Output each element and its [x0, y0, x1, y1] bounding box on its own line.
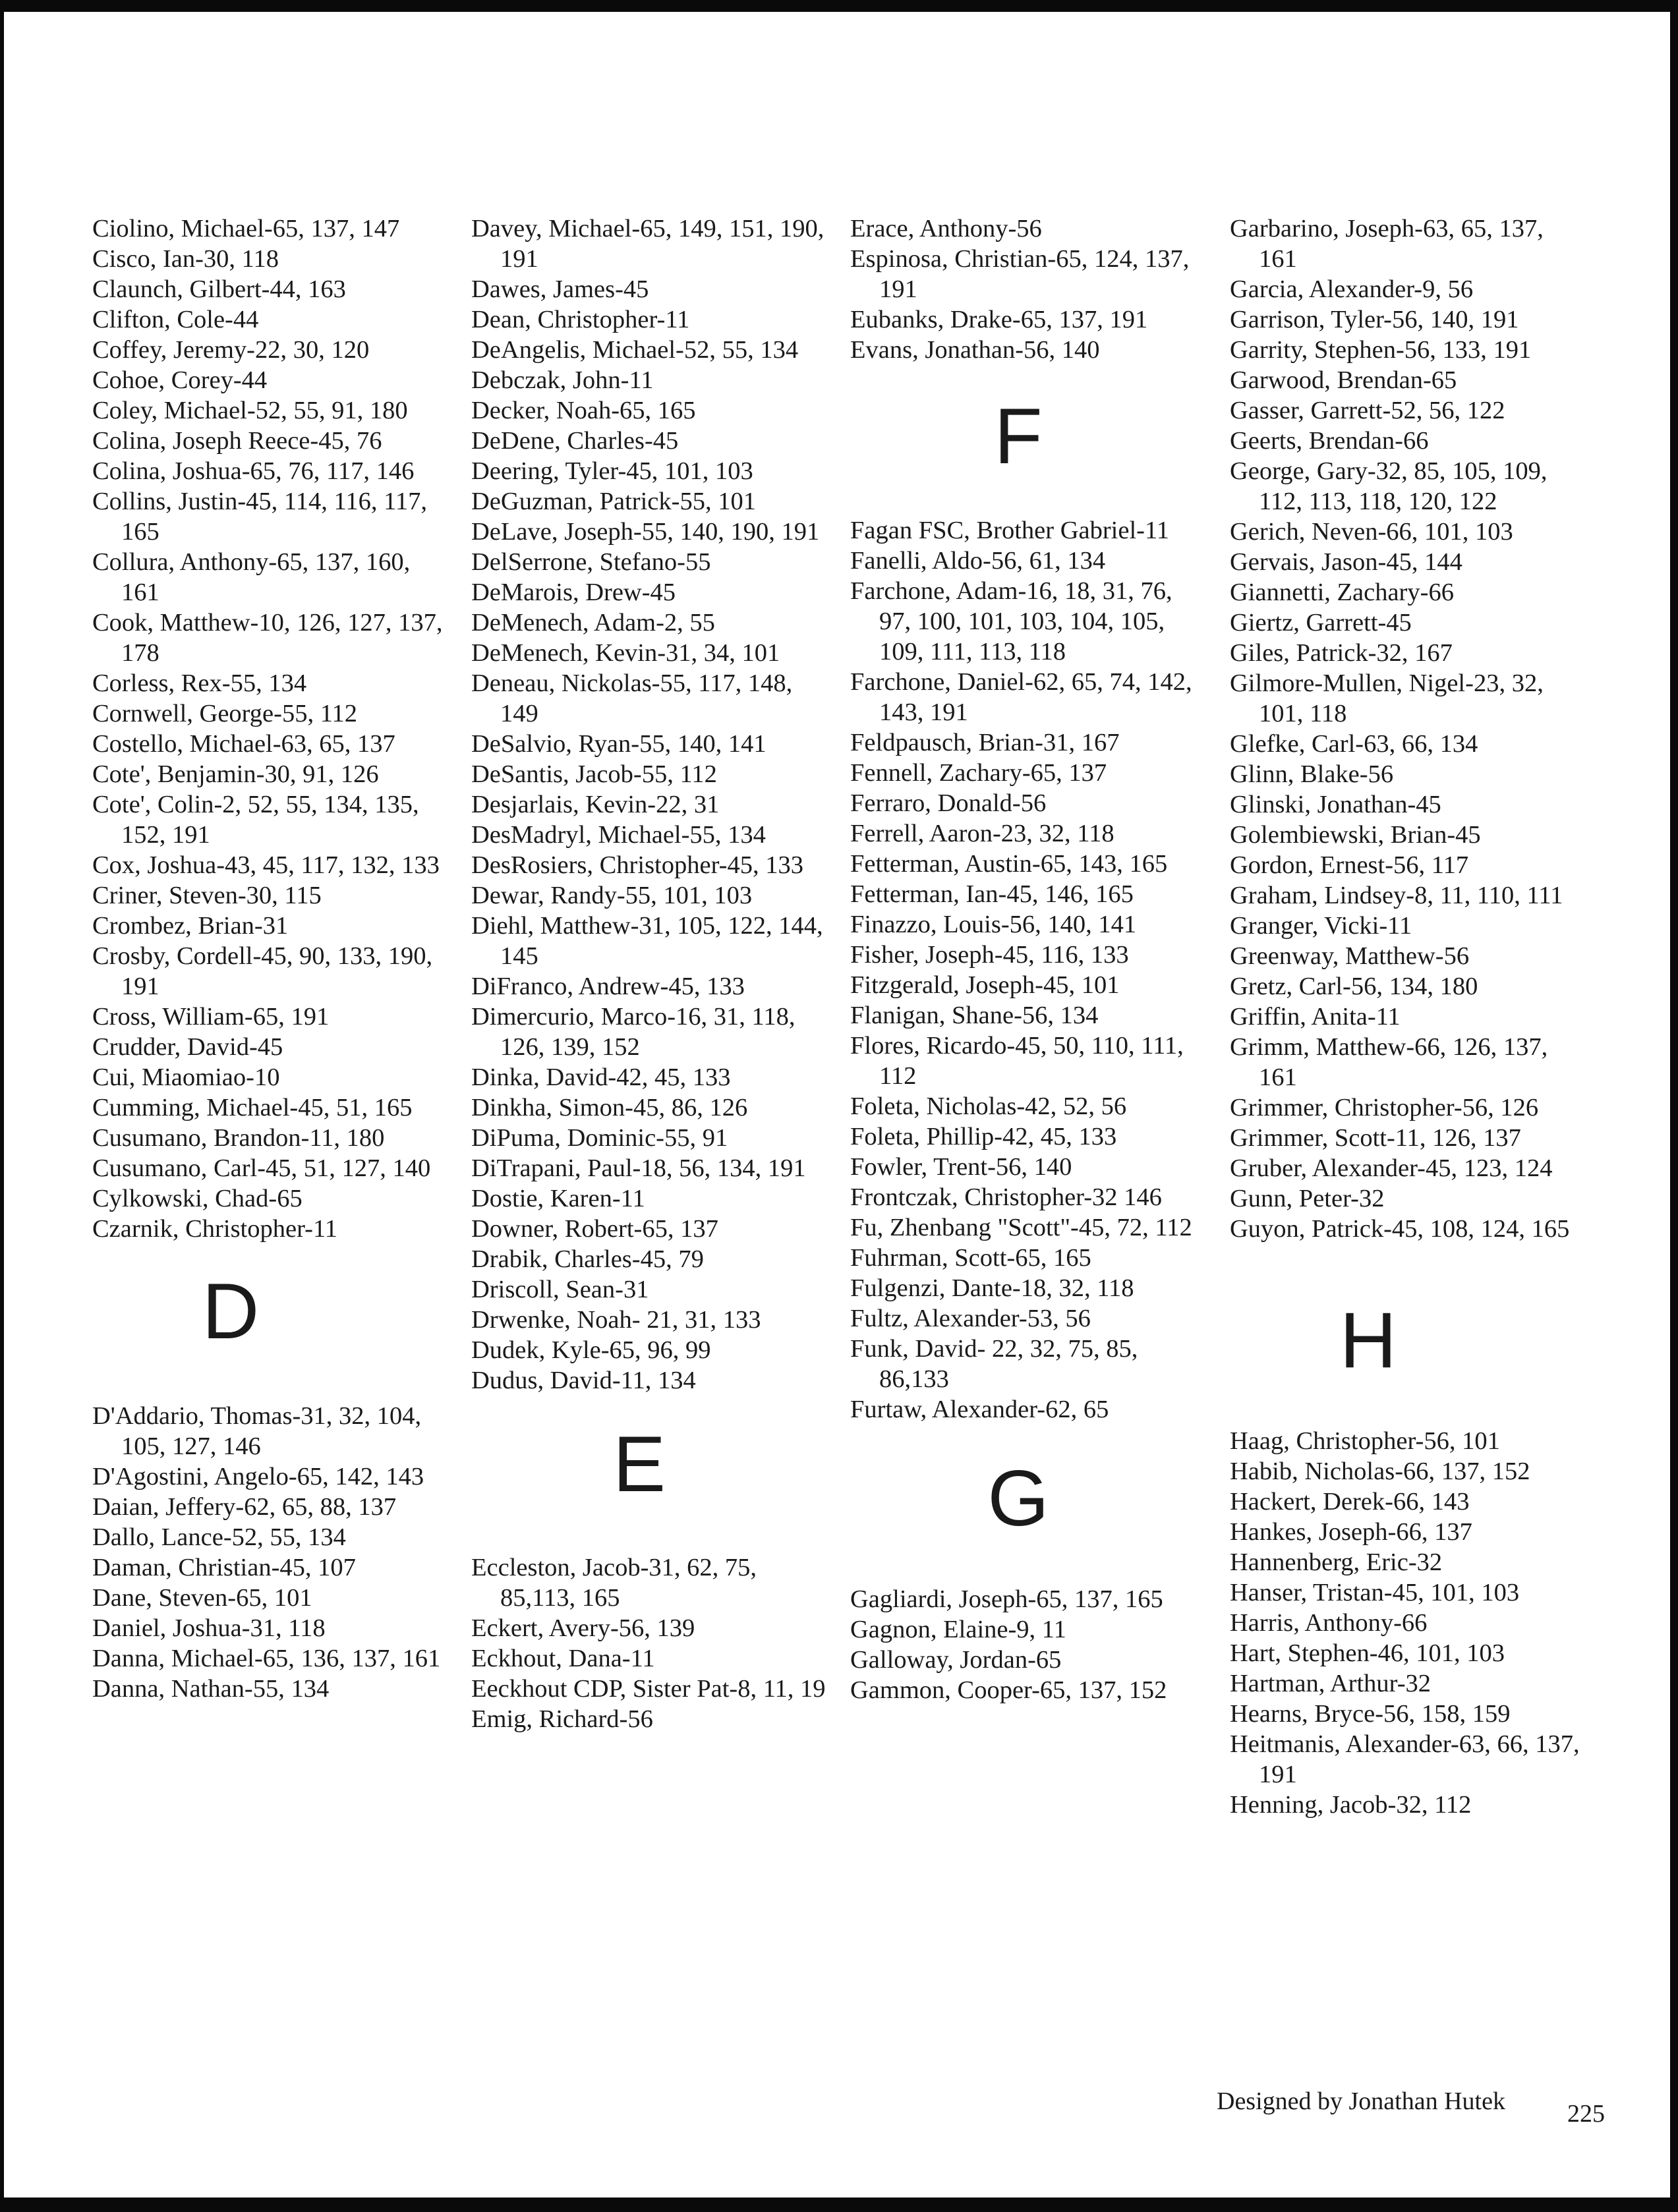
index-entry: Glinski, Jonathan-45 — [1230, 791, 1441, 818]
section-letter-e: E — [612, 1420, 666, 1508]
index-entry: Cisco, Ian-30, 118 — [92, 245, 279, 273]
index-entry: Danna, Nathan-55, 134 — [92, 1675, 330, 1703]
index-entry: Claunch, Gilbert-44, 163 — [92, 275, 346, 303]
index-entry: Fennell, Zachary-65, 137 — [850, 759, 1107, 787]
index-entry: Giles, Patrick-32, 167 — [1230, 639, 1453, 667]
index-entry: Coley, Michael-52, 55, 91, 180 — [92, 397, 408, 424]
index-entry: DesMadryl, Michael-55, 134 — [471, 821, 766, 849]
index-column-4 — [1230, 213, 1586, 1820]
scan-edge-left — [0, 0, 4, 2212]
index-entry: Downer, Robert-65, 137 — [471, 1215, 718, 1243]
index-entry: DeAngelis, Michael-52, 55, 134 — [471, 336, 799, 364]
index-entry: Cumming, Michael-45, 51, 165 — [92, 1094, 413, 1121]
index-entry: Dawes, James-45 — [471, 275, 649, 303]
index-entry: DeMenech, Kevin-31, 34, 101 — [471, 639, 780, 667]
index-entry: Fetterman, Austin-65, 143, 165 — [850, 850, 1168, 878]
index-entry: Fowler, Trent-56, 140 — [850, 1153, 1072, 1181]
section-letter-f: F — [994, 392, 1043, 480]
index-entry: Gilmore-Mullen, Nigel-23, 32, 101, 118 — [1230, 669, 1544, 727]
index-entry: Daniel, Joshua-31, 118 — [92, 1614, 326, 1642]
index-entry: Dean, Christopher-11 — [471, 306, 690, 333]
index-entry: DeSantis, Jacob-55, 112 — [471, 760, 717, 788]
index-entry: Decker, Noah-65, 165 — [471, 397, 696, 424]
index-entry: Foleta, Nicholas-42, 52, 56 — [850, 1092, 1127, 1120]
index-entry: Cox, Joshua-43, 45, 117, 132, 133 — [92, 851, 440, 879]
index-entry: Foleta, Phillip-42, 45, 133 — [850, 1123, 1117, 1150]
index-entry: Hankes, Joseph-66, 137 — [1230, 1518, 1472, 1546]
section-letter-d: D — [202, 1267, 260, 1355]
index-entry: Gagliardi, Joseph-65, 137, 165 — [850, 1585, 1163, 1613]
index-entry: Garbarino, Joseph-63, 65, 137, 161 — [1230, 215, 1544, 273]
index-entry: Cornwell, George-55, 112 — [92, 700, 358, 727]
index-entry: Gasser, Garrett-52, 56, 122 — [1230, 397, 1505, 424]
index-entry: Crombez, Brian-31 — [92, 912, 289, 940]
index-entry: Harris, Anthony-66 — [1230, 1609, 1428, 1637]
index-entry: Daman, Christian-45, 107 — [92, 1554, 356, 1581]
index-entry: Flanigan, Shane-56, 134 — [850, 1002, 1099, 1029]
index-entry: Farchone, Adam-16, 18, 31, 76, 97, 100, 101, 103, 104, 105, 109, 111, 113, 118 — [850, 577, 1172, 666]
index-entry: Dewar, Randy-55, 101, 103 — [471, 882, 753, 909]
index-entry: Debczak, John-11 — [471, 366, 654, 394]
index-entry: DeDene, Charles-45 — [471, 427, 679, 455]
index-entry: Dane, Steven-65, 101 — [92, 1584, 312, 1612]
index-entry: Deneau, Nickolas-55, 117, 148, 149 — [471, 669, 793, 727]
index-entry: Fitzgerald, Joseph-45, 101 — [850, 971, 1120, 999]
index-entry: Giannetti, Zachary-66 — [1230, 579, 1454, 606]
index-entry: Ferraro, Donald-56 — [850, 789, 1047, 817]
index-entry: Garrity, Stephen-56, 133, 191 — [1230, 336, 1532, 364]
index-entry: Funk, David- 22, 32, 75, 85, 86,133 — [850, 1335, 1138, 1393]
index-entry: George, Gary-32, 85, 105, 109, 112, 113, 118, 120, 122 — [1230, 457, 1548, 515]
index-entry: Fetterman, Ian-45, 146, 165 — [850, 880, 1134, 908]
index-entry: Gordon, Ernest-56, 117 — [1230, 851, 1469, 879]
index-entry: Davey, Michael-65, 149, 151, 190, 191 — [471, 215, 825, 273]
index-entry: Dudus, David-11, 134 — [471, 1367, 696, 1394]
index-entry: Grimm, Matthew-66, 126, 137, 161 — [1230, 1033, 1548, 1091]
index-column-1 — [92, 213, 448, 1704]
index-entry: Dinka, David-42, 45, 133 — [471, 1063, 731, 1091]
index-entry: Giertz, Garrett-45 — [1230, 609, 1412, 637]
index-entry: Dimercurio, Marco-16, 31, 118, 126, 139, 152 — [471, 1003, 796, 1061]
index-entry: Golembiewski, Brian-45 — [1230, 821, 1481, 849]
index-entry: Greenway, Matthew-56 — [1230, 942, 1470, 970]
index-column-3 — [850, 213, 1206, 1705]
index-entry: Colina, Joshua-65, 76, 117, 146 — [92, 457, 415, 485]
index-entry: Fanelli, Aldo-56, 61, 134 — [850, 547, 1106, 575]
index-entry: Eckert, Avery-56, 139 — [471, 1614, 695, 1642]
index-entry: Flores, Ricardo-45, 50, 110, 111, 112 — [850, 1032, 1184, 1090]
index-entry: Fuhrman, Scott-65, 165 — [850, 1244, 1091, 1272]
index-entry: Hearns, Bryce-56, 158, 159 — [1230, 1700, 1511, 1728]
index-entry: Driscoll, Sean-31 — [471, 1276, 649, 1303]
designer-credit: Designed by Jonathan Hutek — [1217, 2087, 1505, 2115]
index-entry: Geerts, Brendan-66 — [1230, 427, 1429, 455]
index-entry: Desjarlais, Kevin-22, 31 — [471, 791, 720, 818]
index-entry: Danna, Michael-65, 136, 137, 161 — [92, 1645, 441, 1672]
index-entry: DeSalvio, Ryan-55, 140, 141 — [471, 730, 767, 758]
index-entry: Graham, Lindsey-8, 11, 110, 111 — [1230, 882, 1563, 909]
index-entry: Cylkowski, Chad-65 — [92, 1185, 303, 1212]
index-entry: Deering, Tyler-45, 101, 103 — [471, 457, 753, 485]
index-entry: Cohoe, Corey-44 — [92, 366, 268, 394]
index-entry: Collins, Justin-45, 114, 116, 117, 165 — [92, 488, 428, 546]
index-entry: Fagan FSC, Brother Gabriel-11 — [850, 517, 1170, 544]
section-letter-h: H — [1339, 1296, 1397, 1384]
index-entry: Gervais, Jason-45, 144 — [1230, 548, 1462, 576]
index-entry: Dudek, Kyle-65, 96, 99 — [471, 1336, 711, 1364]
index-entry: Dallo, Lance-52, 55, 134 — [92, 1523, 346, 1551]
index-entry: Garcia, Alexander-9, 56 — [1230, 275, 1474, 303]
index-entry: Cote', Colin-2, 52, 55, 134, 135, 152, 191 — [92, 791, 419, 849]
index-entry: Cross, William-65, 191 — [92, 1003, 330, 1031]
index-entry: DiPuma, Dominic-55, 91 — [471, 1124, 728, 1152]
index-entry: DelSerrone, Stefano-55 — [471, 548, 711, 576]
index-entry: Crosby, Cordell-45, 90, 133, 190, 191 — [92, 942, 433, 1000]
index-entry: Hanser, Tristan-45, 101, 103 — [1230, 1579, 1520, 1606]
index-entry: D'Addario, Thomas-31, 32, 104, 105, 127, 146 — [92, 1402, 422, 1460]
index-entry: Hackert, Derek-66, 143 — [1230, 1488, 1470, 1516]
index-entry: Dinkha, Simon-45, 86, 126 — [471, 1094, 748, 1121]
index-entry: Guyon, Patrick-45, 108, 124, 165 — [1230, 1215, 1570, 1243]
index-entry: Crudder, David-45 — [92, 1033, 283, 1061]
index-entry: Eubanks, Drake-65, 137, 191 — [850, 306, 1148, 333]
index-entry: D'Agostini, Angelo-65, 142, 143 — [92, 1463, 424, 1490]
index-entry: Frontczak, Christopher-32 146 — [850, 1183, 1162, 1211]
index-entry: DesRosiers, Christopher-45, 133 — [471, 851, 803, 879]
index-entry: Espinosa, Christian-65, 124, 137, 191 — [850, 245, 1190, 303]
index-entry: Dostie, Karen-11 — [471, 1185, 645, 1212]
page-number: 225 — [1567, 2100, 1605, 2128]
index-entry: Gagnon, Elaine-9, 11 — [850, 1616, 1066, 1643]
index-entry: Corless, Rex-55, 134 — [92, 669, 307, 697]
index-entry: Garwood, Brendan-65 — [1230, 366, 1457, 394]
index-entry: Haag, Christopher-56, 101 — [1230, 1427, 1500, 1455]
index-entry: Gerich, Neven-66, 101, 103 — [1230, 518, 1513, 546]
index-entry: DeLave, Joseph-55, 140, 190, 191 — [471, 518, 820, 546]
index-entry: Fisher, Joseph-45, 116, 133 — [850, 941, 1129, 969]
index-entry: Grimmer, Christopher-56, 126 — [1230, 1094, 1539, 1121]
index-entry: Furtaw, Alexander-62, 65 — [850, 1396, 1109, 1423]
index-entry: Cote', Benjamin-30, 91, 126 — [92, 760, 379, 788]
index-entry: Eccleston, Jacob-31, 62, 75, 85,113, 165 — [471, 1554, 757, 1612]
index-entry: Gruber, Alexander-45, 123, 124 — [1230, 1154, 1553, 1182]
index-entry: Diehl, Matthew-31, 105, 122, 144, 145 — [471, 912, 823, 970]
index-entry: Gammon, Cooper-65, 137, 152 — [850, 1676, 1167, 1704]
index-entry: Galloway, Jordan-65 — [850, 1646, 1062, 1674]
index-entry: Hartman, Arthur-32 — [1230, 1670, 1432, 1697]
index-entry: Eckhout, Dana-11 — [471, 1645, 655, 1672]
index-entry: Heitmanis, Alexander-63, 66, 137, 191 — [1230, 1730, 1580, 1788]
index-entry: Gretz, Carl-56, 134, 180 — [1230, 973, 1478, 1000]
index-entry: Ciolino, Michael-65, 137, 147 — [92, 215, 400, 242]
index-entry: Cui, Miaomiao-10 — [92, 1063, 280, 1091]
index-entry: Daian, Jeffery-62, 65, 88, 137 — [92, 1493, 397, 1521]
index-entry: Colina, Joseph Reece-45, 76 — [92, 427, 382, 455]
index-entry: Cusumano, Carl-45, 51, 127, 140 — [92, 1154, 431, 1182]
section-letter-g: G — [987, 1454, 1049, 1543]
index-entry: Fu, Zhenbang "Scott"-45, 72, 112 — [850, 1214, 1192, 1241]
index-entry: Criner, Steven-30, 115 — [92, 882, 322, 909]
index-entry: Evans, Jonathan-56, 140 — [850, 336, 1100, 364]
index-entry: Granger, Vicki-11 — [1230, 912, 1412, 940]
index-entry: Collura, Anthony-65, 137, 160, 161 — [92, 548, 411, 606]
index-entry: Glefke, Carl-63, 66, 134 — [1230, 730, 1478, 758]
index-entry: Farchone, Daniel-62, 65, 74, 142, 143, 191 — [850, 668, 1192, 726]
index-entry: Griffin, Anita-11 — [1230, 1003, 1401, 1031]
index-entry: DeMenech, Adam-2, 55 — [471, 609, 715, 637]
scan-edge-top — [0, 0, 1678, 12]
index-entry: Hannenberg, Eric-32 — [1230, 1548, 1443, 1576]
index-entry: DiFranco, Andrew-45, 133 — [471, 973, 745, 1000]
index-entry: Henning, Jacob-32, 112 — [1230, 1791, 1472, 1819]
index-entry: Cook, Matthew-10, 126, 127, 137, 178 — [92, 609, 443, 667]
index-entry: Habib, Nicholas-66, 137, 152 — [1230, 1458, 1530, 1485]
index-entry: Emig, Richard-56 — [471, 1705, 653, 1733]
index-entry: Eeckhout CDP, Sister Pat-8, 11, 19 — [471, 1675, 826, 1703]
index-entry: DiTrapani, Paul-18, 56, 134, 191 — [471, 1154, 806, 1182]
index-entry: Grimmer, Scott-11, 126, 137 — [1230, 1124, 1521, 1152]
index-column-2 — [471, 213, 827, 1734]
index-entry: Erace, Anthony-56 — [850, 215, 1042, 242]
index-entry: Fultz, Alexander-53, 56 — [850, 1305, 1091, 1332]
index-entry: Garrison, Tyler-56, 140, 191 — [1230, 306, 1519, 333]
index-entry: Hart, Stephen-46, 101, 103 — [1230, 1639, 1505, 1667]
index-entry: Coffey, Jeremy-22, 30, 120 — [92, 336, 370, 364]
index-entry: Glinn, Blake-56 — [1230, 760, 1394, 788]
scan-edge-bottom — [0, 2198, 1678, 2212]
index-entry: DeGuzman, Patrick-55, 101 — [471, 488, 756, 515]
index-entry: DeMarois, Drew-45 — [471, 579, 676, 606]
index-entry: Czarnik, Christopher-11 — [92, 1215, 338, 1243]
index-entry: Clifton, Cole-44 — [92, 306, 259, 333]
index-entry: Ferrell, Aaron-23, 32, 118 — [850, 820, 1114, 847]
index-entry: Feldpausch, Brian-31, 167 — [850, 729, 1120, 756]
scan-edge-right — [1670, 0, 1678, 2212]
index-entry: Fulgenzi, Dante-18, 32, 118 — [850, 1274, 1134, 1302]
index-entry: Gunn, Peter-32 — [1230, 1185, 1385, 1212]
index-entry: Drwenke, Noah- 21, 31, 133 — [471, 1306, 761, 1334]
index-entry: Drabik, Charles-45, 79 — [471, 1245, 704, 1273]
index-entry: Finazzo, Louis-56, 140, 141 — [850, 911, 1137, 938]
index-entry: Cusumano, Brandon-11, 180 — [92, 1124, 385, 1152]
index-entry: Costello, Michael-63, 65, 137 — [92, 730, 395, 758]
